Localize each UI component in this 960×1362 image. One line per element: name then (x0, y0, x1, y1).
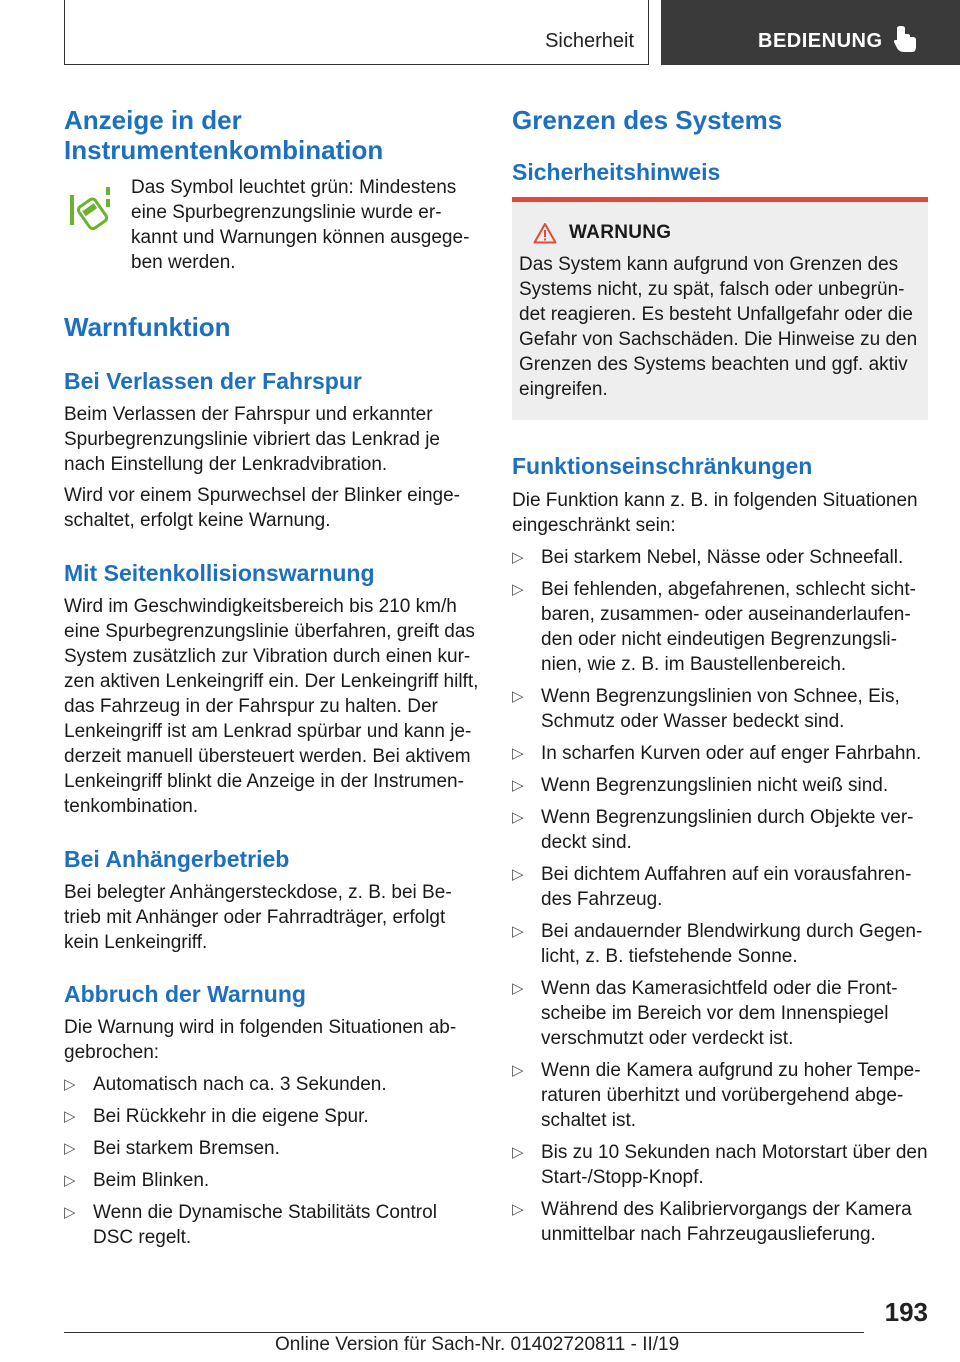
list-item-text: Automatisch nach ca. 3 Sekunden. (93, 1074, 387, 1095)
list-item (512, 862, 928, 912)
leaving-text-2: Wird vor einem Spurwechsel der Blinker eingeschaltet, erfolgt keine Warnung. (64, 485, 460, 531)
triangle-bullet-icon: ▷ (512, 777, 524, 794)
footer-online-version: Online Version für Sach-Nr. 01402720811 - II/19 (275, 1334, 680, 1355)
triangle-bullet-icon: ▷ (512, 866, 524, 883)
pointing-hand-icon (893, 26, 919, 54)
list-item-text: Bei starkem Bremsen. (93, 1138, 280, 1159)
left-column (64, 100, 480, 1248)
triangle-bullet-icon: ▷ (512, 688, 524, 705)
section-title: Sicherheit (545, 30, 634, 52)
triangle-bullet-icon: ▷ (512, 809, 524, 826)
list-item (64, 1104, 480, 1129)
list-item (512, 976, 928, 1051)
list-item (64, 1136, 480, 1161)
list-item-text: Wenn das Kamerasichtfeld oder die Frontscheibe im Bereich vor dem Innenspiegel verschmutzt oder verdeckt ist. (541, 978, 898, 1049)
list-item-text: In scharfen Kurven oder auf enger Fahrbahn. (541, 743, 922, 764)
list-item-text: Wenn die Kamera aufgrund zu hoher Temperaturen überhitzt und vorübergehend abgeschaltet ist. (541, 1060, 921, 1131)
heading-side-collision: Mit Seitenkollisionswarnung (64, 560, 375, 586)
display-paragraph-block (64, 175, 480, 275)
triangle-bullet-icon: ▷ (512, 1201, 524, 1218)
list-item (512, 1197, 928, 1247)
header-section-tab (64, 0, 649, 65)
warning-header (519, 222, 920, 244)
heading-display: Anzeige in der Instrumentenkombination (64, 105, 384, 165)
heading-trailer: Bei Anhängerbetrieb (64, 846, 290, 872)
list-item-text: Bis zu 10 Sekunden nach Motorstart über den Start-/Stopp-Knopf. (541, 1142, 928, 1188)
list-item (64, 1200, 480, 1250)
function-limits-list (512, 545, 928, 1254)
heading-function-limits: Funktionseinschränkungen (512, 453, 813, 479)
triangle-bullet-icon: ▷ (512, 923, 524, 940)
display-text-content: Das Symbol leuchtet grün: Mindestens eine Spurbegrenzungslinie wurde erkannt und Warnungen können ausgegeben werden. (131, 177, 470, 273)
list-item (64, 1072, 480, 1097)
list-item-text: Wenn die Dynamische Stabilitäts Control DSC regelt. (93, 1202, 437, 1248)
warning-triangle-icon (533, 222, 557, 244)
triangle-bullet-icon: ▷ (512, 980, 524, 997)
display-text (64, 175, 480, 275)
triangle-bullet-icon: ▷ (64, 1140, 76, 1157)
lane-assist-indicator-icon (66, 181, 122, 237)
triangle-bullet-icon: ▷ (512, 581, 524, 598)
list-item-text: Bei Rückkehr in die eigene Spur. (93, 1106, 369, 1127)
list-item (512, 805, 928, 855)
header-chapter-tab (661, 0, 960, 65)
heading-abort: Abbruch der Warnung (64, 981, 306, 1007)
list-item-text: Wenn Begrenzungslinien durch Objekte verdeckt sind. (541, 807, 914, 853)
heading-limits: Grenzen des Systems (512, 105, 783, 135)
heading-leaving-lane: Bei Verlassen der Fahrspur (64, 368, 362, 394)
trailer-text: Bei belegter Anhängersteckdose, z. B. bei Betrieb mit Anhänger oder Fahrradträger, erfolgt kein Lenkeingriff. (64, 882, 452, 953)
list-item-text: Beim Blinken. (93, 1170, 210, 1191)
list-item (64, 1168, 480, 1193)
list-item-text: Bei andauernder Blendwirkung durch Gegenlicht, z. B. tiefstehende Sonne. (541, 921, 923, 967)
triangle-bullet-icon: ▷ (512, 745, 524, 762)
chapter-title: BEDIENUNG (758, 30, 883, 52)
footer-divider (64, 1332, 864, 1333)
list-item (512, 741, 928, 766)
list-item (512, 545, 928, 570)
list-item-text: Wenn Begrenzungslinien von Schnee, Eis, Schmutz oder Wasser bedeckt sind. (541, 686, 900, 732)
list-item (512, 773, 928, 798)
heading-safety-note: Sicherheitshinweis (512, 159, 721, 185)
triangle-bullet-icon: ▷ (64, 1076, 76, 1093)
triangle-bullet-icon: ▷ (512, 1144, 524, 1161)
warning-label: WARNUNG (569, 222, 672, 243)
list-item (512, 1058, 928, 1133)
list-item-text: Bei starkem Nebel, Nässe oder Schneefall. (541, 547, 904, 568)
list-item-text: Wenn Begrenzungslinien nicht weiß sind. (541, 775, 889, 796)
heading-warnfunction: Warnfunktion (64, 312, 231, 342)
triangle-bullet-icon: ▷ (512, 1062, 524, 1079)
list-item (512, 577, 928, 677)
abort-list (64, 1072, 480, 1257)
warning-box (512, 197, 928, 420)
triangle-bullet-icon: ▷ (64, 1172, 76, 1189)
list-item-text: Während des Kalibriervorgangs der Kamera unmittelbar nach Fahrzeugauslieferung. (541, 1199, 912, 1245)
side-collision-text: Wird im Geschwindigkeitsbereich bis 210 km/h eine Spurbegrenzungslinie überfahren, greift das System zusätzlich zur Vibration durch einen kurzen aktiven Lenkeingriff ein. Der Lenkeingriff hilft, das Fahrzeug in der Fahrspur zu halten. Der Lenkeingriff ist am Lenkrad spürbar und kann jederzeit manuell übersteuert werden. Bei aktivem Lenkeingriff blinkt die Anzeige in der Instrumentenkombination. (64, 596, 479, 817)
triangle-bullet-icon: ▷ (512, 549, 524, 566)
list-item (512, 684, 928, 734)
list-item-text: Bei fehlenden, abgefahrenen, schlecht sichtbaren, zusammen- oder auseinanderlaufenden oder nicht eindeutigen Begrenzungslinien, wie z. B. im Baustellenbereich. (541, 579, 916, 675)
page-number: 193 (884, 1297, 928, 1327)
leaving-text-1: Beim Verlassen der Fahrspur und erkannter Spurbegrenzungslinie vibriert das Lenkrad je nach Einstellung der Lenkradvibration. (64, 404, 441, 475)
function-limits-text: Die Funktion kann z. B. in folgenden Situationen eingeschränkt sein: (512, 490, 918, 536)
triangle-bullet-icon: ▷ (64, 1108, 76, 1125)
abort-text: Die Warnung wird in folgenden Situationen abgebrochen: (64, 1017, 457, 1063)
list-item (512, 919, 928, 969)
triangle-bullet-icon: ▷ (64, 1204, 76, 1221)
warning-text: Das System kann aufgrund von Grenzen des Systems nicht, zu spät, falsch oder unbegründet reagieren. Es besteht Unfallgefahr oder die Gefahr von Sachschäden. Die Hinweise zu den Grenzen des Systems beachten und ggf. aktiv eingreifen. (519, 254, 918, 400)
list-item-text: Bei dichtem Auffahren auf ein vorausfahrendes Fahrzeug. (541, 864, 912, 910)
list-item (512, 1140, 928, 1190)
